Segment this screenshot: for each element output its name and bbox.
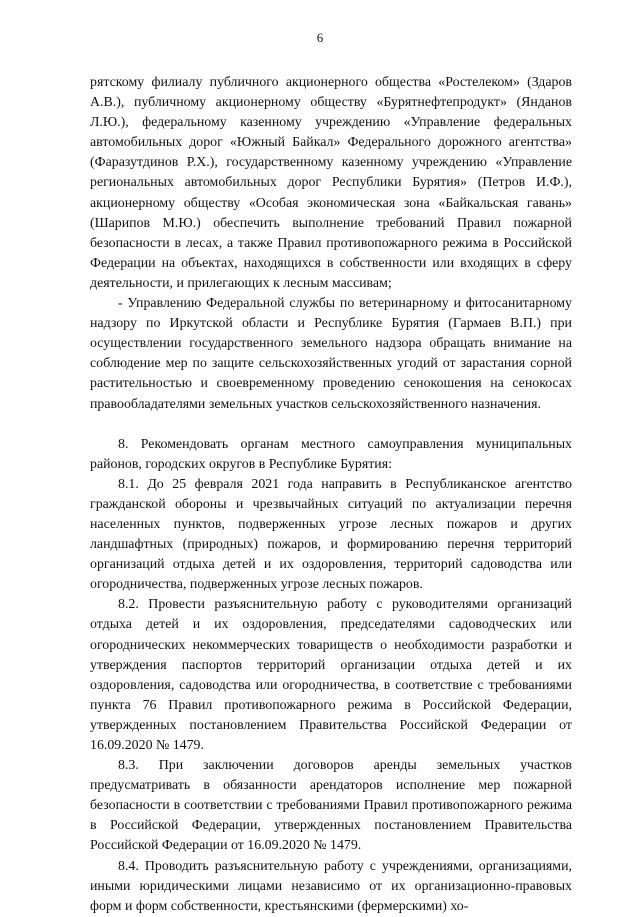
paragraph-item-8-3: 8.3. При заключении договоров аренды земельных участков предусматривать в обязанности арендаторов исполнение мер пожарной безопасности в соответствии с требованиями Правил противопожарного режима в Российской Федерации, утвержденных постановлением Правительства Российской Федерации от 16.09.2020 № 1479. bbox=[90, 758, 572, 854]
paragraph-item-8-4: 8.4. Проводить разъяснительную работу с учреждениями, организациями, иными юридическими лицами независимо от их организационно-правовых форм и форм собственности, крестьянскими (фермерскими) хо- bbox=[90, 858, 572, 914]
page-number: 6 bbox=[316, 30, 324, 45]
paragraph-section-8: 8. Рекомендовать органам местного самоуправления муниципальных районов, городских округов в Республике Бурятия: bbox=[90, 436, 572, 472]
document-body bbox=[90, 73, 572, 917]
paragraph-veterinary-service: - Управлению Федеральной службы по ветеринарному и фитосанитарному надзору по Иркутской области и Республике Бурятия (Гармаев В.П.) при осуществлении государственного земельного надзора обращать внимание на соблюдение мер по защите сельскохозяйственных угодий от зарастания сорной растительностью и своевременному проведению сенокошения на сенокосах правообладателями земельных участков сельскохозяйственного назначения. bbox=[90, 296, 572, 412]
paragraph-item-8-1: 8.1. До 25 февраля 2021 года направить в Республиканское агентство гражданской обороны и чрезвычайных ситуаций по актуализации перечня населенных пунктов, подверженных угрозе лесных пожаров и других ландшафтных (природных) пожаров, и формированию перечня территорий организаций отдыха детей и их оздоровления, территорий садоводства или огородничества, подверженных угрозе лесных пожаров. bbox=[90, 476, 572, 593]
paragraph-item-8-2: 8.2. Провести разъяснительную работу с руководителями организаций отдыха детей и их оздоровления, председателями садоводческих или огороднических некоммерческих товариществ о необходимости разработки и утверждения паспортов территорий организации отдыха детей и их оздоровления, садоводства или огородничества, в соответствие с требованиями пункта 76 Правил противопожарного режима в Российской Федерации, утвержденных постановлением Правительства Российской Федерации от 16.09.2020 № 1479. bbox=[90, 597, 572, 753]
paragraph-continuation: рятскому филиалу публичного акционерного общества «Ростелеком» (Здаров А.В.), публичному акционерному обществу «Бурятнефтепродукт» (Янданов Л.Ю.), федеральному казенному учреждению «Управление федеральных автомобильных дорог «Южный Байкал» Федерального дорожного агентства» (Фаразутдинов Р.Х.), государственному казенному учреждению «Управление региональных автомобильных дорог Республики Бурятия» (Петров И.Ф.), акционерному обществу «Особая экономическая зона «Байкальская гавань» (Шарипов М.Ю.) обеспечить выполнение требований Правил пожарной безопасности в лесах, а также Правил противопожарного режима в Российской Федерации на объектах, находящихся в собственности или входящих в сферу деятельности, и прилегающих к лесным массивам; bbox=[90, 75, 572, 291]
